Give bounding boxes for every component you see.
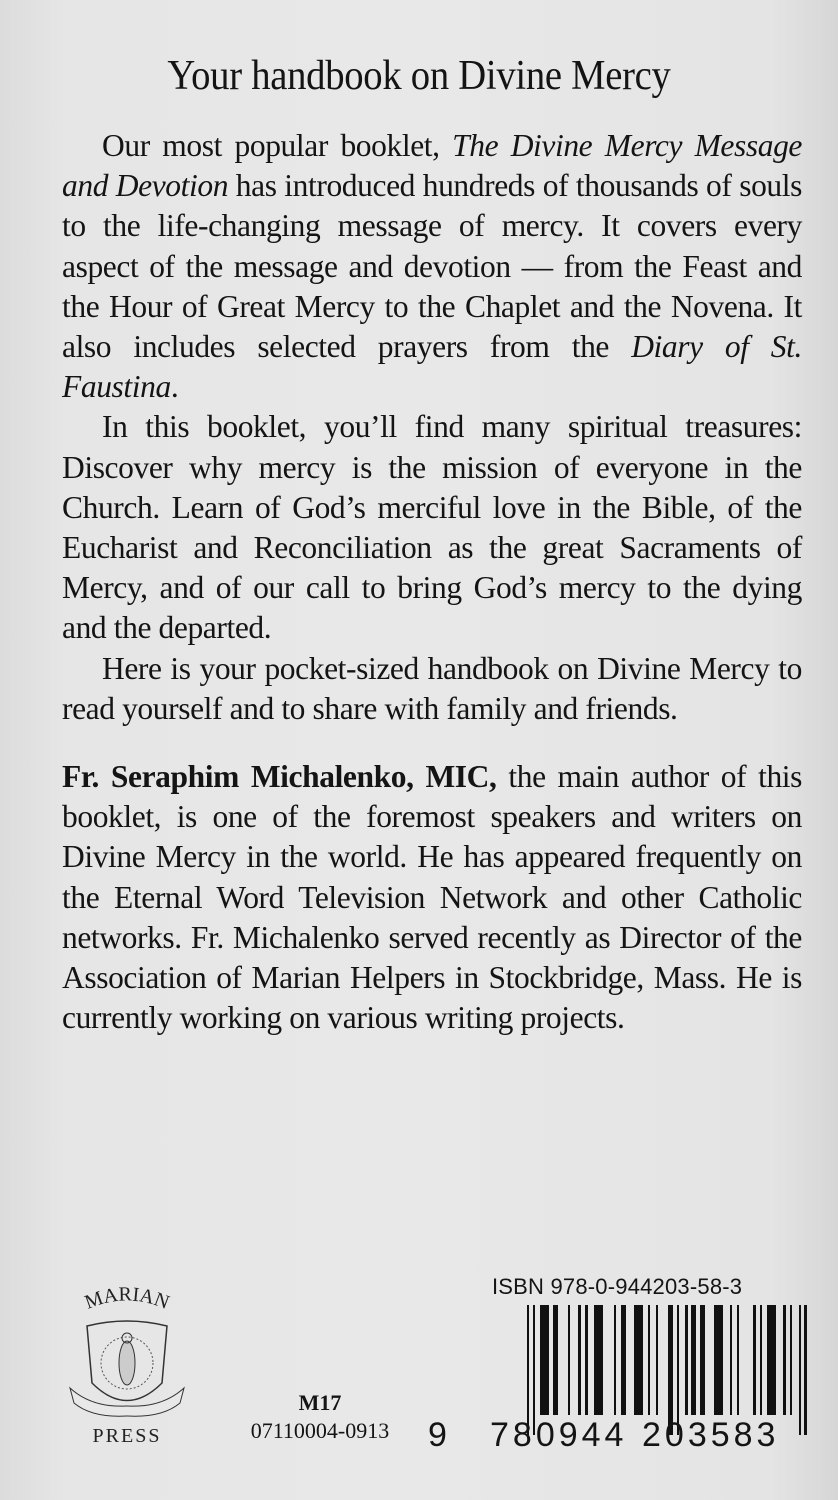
paragraph-1: Our most popular booklet, The Divine Mercy Message and Devotion has introduced hundreds of thousands of souls to the life-changing message of mercy. It covers every aspect of the message and devotion — from the Feast and the Hour of Great Mercy to the Chaplet and the Novena. It also includes selected prayers from the Diary of St. Faustina. [62, 128, 802, 405]
svg-text:PRESS: PRESS [92, 1425, 162, 1447]
marian-press-crest-icon [62, 1278, 192, 1448]
barcode-first-digit: 9 [428, 1416, 447, 1454]
paragraph-2: In this booklet, you’ll find many spiritual treasures: Discover why mercy is the mission of everyone in the Church. Learn of God’s merciful love in the Bible, of the Eucharist and Reconciliation as the great Sacraments of Mercy, and of our call to bring God’s mercy to the dying and the departed. [62, 409, 802, 646]
barcode-right-digits: 203583 [642, 1416, 780, 1454]
product-code [240, 1390, 400, 1444]
svg-text:MARIAN: MARIAN [81, 1283, 173, 1314]
product-code-label: M17 [298, 1390, 342, 1415]
barcode-left-digits: 780944 [490, 1416, 628, 1454]
isbn: ISBN 978-0-944203-58-3 [492, 1274, 743, 1299]
author-bio: Fr. Seraphim Michalenko, MIC, the main author of this booklet, is one of the foremost speakers and writers on Divine Mercy in the world. He has appeared frequently on the Eternal Word Television Network and other Catholic networks. Fr. Michalenko served recently as Director of the Association of Marian Helpers in Stockbridge, Mass. He is currently working on various writing projects. [62, 759, 803, 1036]
publisher-logo [62, 1278, 192, 1448]
paragraph-3: Here is your pocket-sized handbook on Divine Mercy to read yourself and to share with family and friends. [62, 650, 802, 726]
catalog-number: 07110004-0913 [250, 1418, 390, 1443]
page-title: Your handbook on Divine Mercy [167, 53, 671, 99]
description [62, 126, 802, 1038]
